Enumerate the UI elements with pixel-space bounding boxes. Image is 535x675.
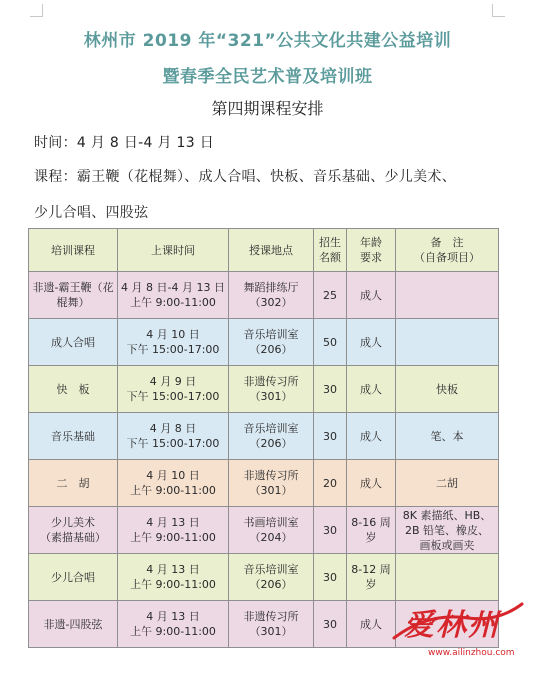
crop-mark-left (30, 4, 43, 17)
cell-age: 成人 (347, 413, 396, 460)
header-course: 培训课程 (29, 229, 118, 272)
cell-note: 快板 (396, 366, 499, 413)
cell-course: 快 板 (29, 366, 118, 413)
cell-note (396, 319, 499, 366)
cell-course: 非遗-霸王鞭（花 棍舞） (29, 272, 118, 319)
cell-place: 音乐培训室 （206） (229, 413, 314, 460)
cell-quota: 30 (314, 507, 347, 554)
cell-course: 非遗-四股弦 (29, 601, 118, 648)
header-quota: 招生 名额 (314, 229, 347, 272)
cell-quota: 30 (314, 601, 347, 648)
cell-place: 音乐培训室 （206） (229, 554, 314, 601)
table-header-row (29, 229, 499, 272)
cell-course: 少儿合唱 (29, 554, 118, 601)
cell-age: 成人 (347, 319, 396, 366)
cell-place: 非遗传习所 （301） (229, 366, 314, 413)
table-row (29, 460, 499, 507)
document-title-line1: 林州市 2019 年“321”公共文化共建公益培训 (83, 31, 452, 51)
cell-time: 4 月 13 日 上午 9:00-11:00 (118, 507, 229, 554)
cell-age: 8-12 周 岁 (347, 554, 396, 601)
cell-quota: 30 (314, 413, 347, 460)
cell-time: 4 月 8 日 下午 15:00-17:00 (118, 413, 229, 460)
table-row (29, 507, 499, 554)
crop-mark-right (492, 4, 505, 17)
cell-age: 成人 (347, 366, 396, 413)
cell-note: 笔、本 (396, 413, 499, 460)
cell-place: 书画培训室 （204） (229, 507, 314, 554)
watermark-logo-text: 爱林州 (404, 608, 500, 643)
time-info: 时间：4 月 8 日-4 月 13 日 (34, 135, 214, 151)
cell-course: 音乐基础 (29, 413, 118, 460)
cell-time: 4 月 13 日 上午 9:00-11:00 (118, 601, 229, 648)
header-place: 授课地点 (229, 229, 314, 272)
cell-quota: 20 (314, 460, 347, 507)
document-subtitle: 第四期课程安排 (211, 99, 324, 118)
watermark-url: www.ailinzhou.com (428, 648, 515, 658)
document-title-line2: 暨春季全民艺术普及培训班 (162, 67, 373, 87)
cell-quota: 30 (314, 554, 347, 601)
cell-age: 成人 (347, 272, 396, 319)
cell-course: 二 胡 (29, 460, 118, 507)
cell-course: 少儿美术 （素描基础） (29, 507, 118, 554)
cell-age: 8-16 周 岁 (347, 507, 396, 554)
cell-time: 4 月 8 日-4 月 13 日 上午 9:00-11:00 (118, 272, 229, 319)
cell-age: 成人 (347, 601, 396, 648)
table-row (29, 366, 499, 413)
courses-info-line2: 少儿合唱、四股弦 (34, 205, 149, 221)
cell-course: 成人合唱 (29, 319, 118, 366)
cell-quota: 30 (314, 366, 347, 413)
cell-quota: 50 (314, 319, 347, 366)
cell-note: 二胡 (396, 460, 499, 507)
table-row (29, 319, 499, 366)
cell-place: 非遗传习所 （301） (229, 460, 314, 507)
cell-quota: 25 (314, 272, 347, 319)
header-note: 备 注 （自备项目） (396, 229, 499, 272)
cell-place: 音乐培训室 （206） (229, 319, 314, 366)
cell-time: 4 月 10 日 下午 15:00-17:00 (118, 319, 229, 366)
cell-time: 4 月 13 日 上午 9:00-11:00 (118, 554, 229, 601)
cell-note (396, 272, 499, 319)
cell-time: 4 月 10 日 上午 9:00-11:00 (118, 460, 229, 507)
cell-place: 非遗传习所 （301） (229, 601, 314, 648)
schedule-table (28, 228, 499, 648)
table-row (29, 272, 499, 319)
header-time: 上课时间 (118, 229, 229, 272)
courses-info-line1: 课程：霸王鞭（花棍舞）、成人合唱、快板、音乐基础、少儿美术、 (34, 169, 456, 185)
cell-place: 舞蹈排练厅 （302） (229, 272, 314, 319)
cell-time: 4 月 9 日 下午 15:00-17:00 (118, 366, 229, 413)
cell-note: 8K 素描纸、HB、 2B 铅笔、橡皮、 画板或画夹 (396, 507, 499, 554)
header-age: 年龄 要求 (347, 229, 396, 272)
cell-age: 成人 (347, 460, 396, 507)
table-row (29, 413, 499, 460)
